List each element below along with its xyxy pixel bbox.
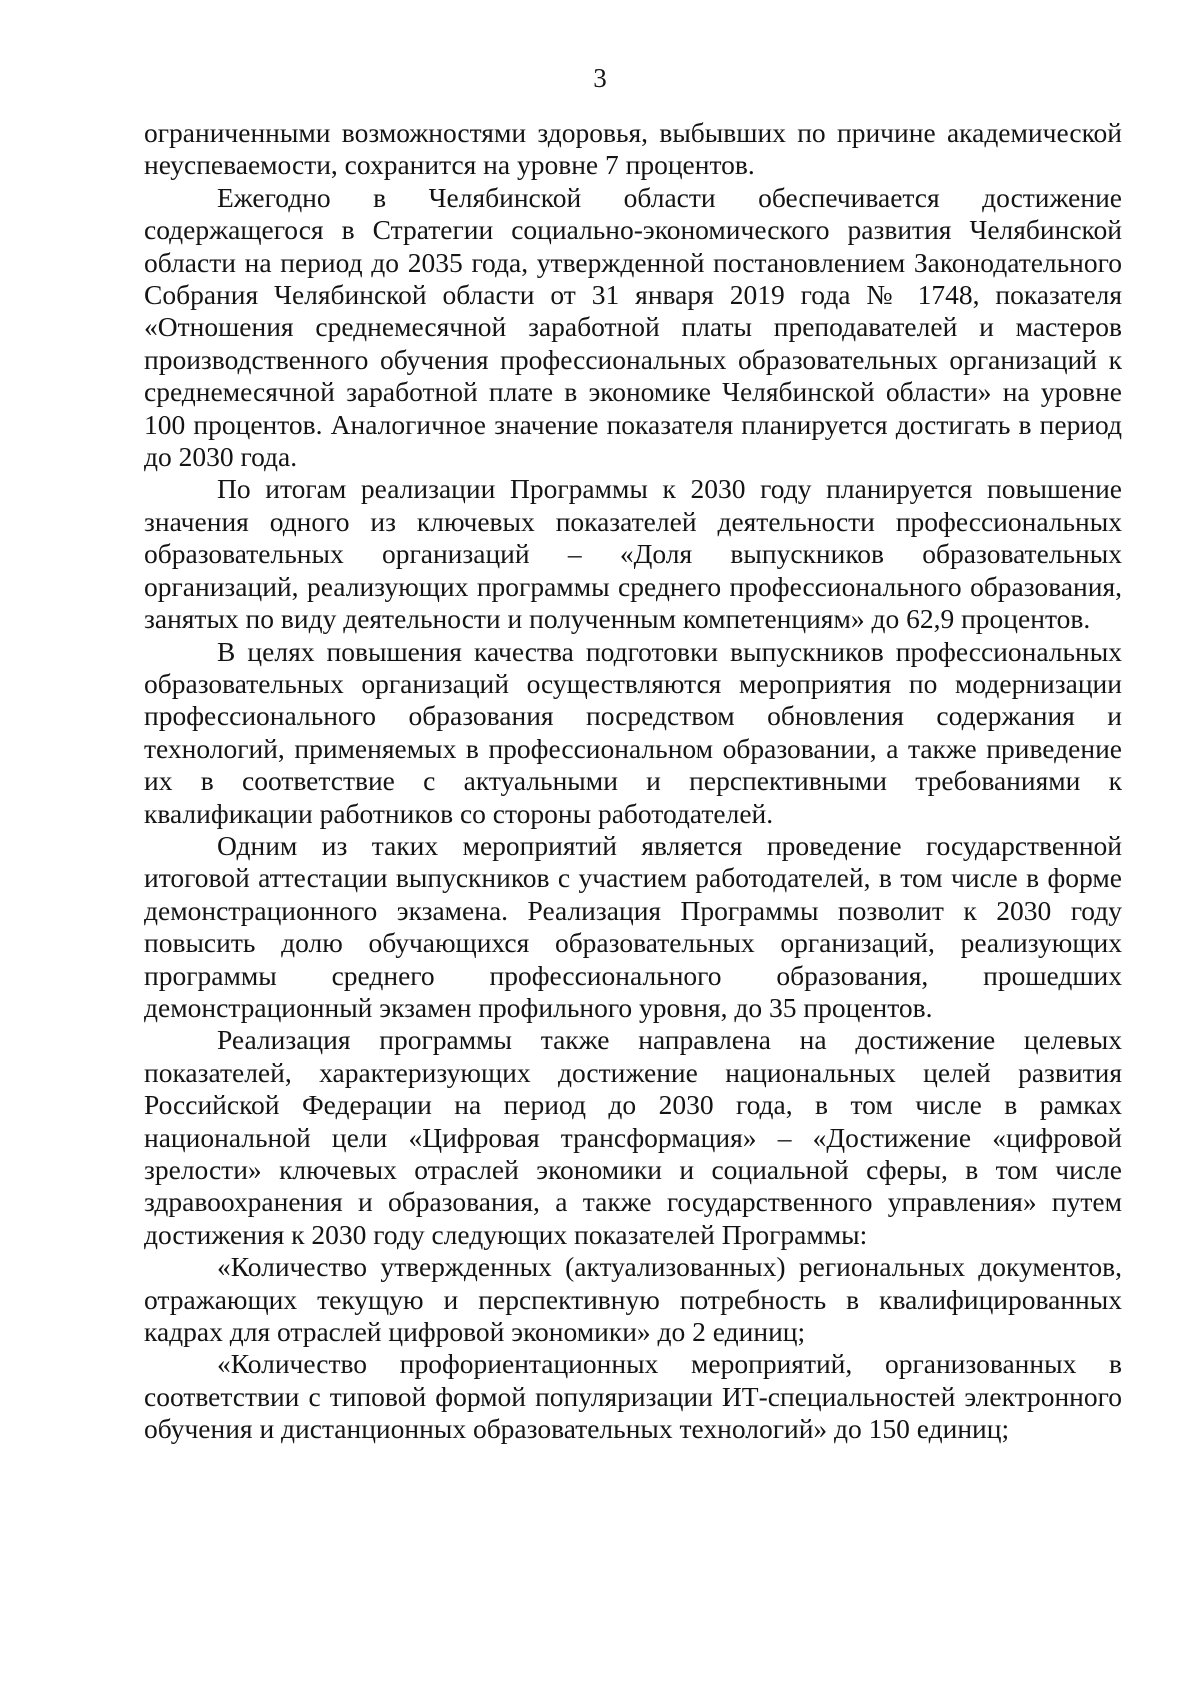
paragraph-7: «Количество утвержденных (актуализованных) региональных документов, отражающих текущую и перспективную потребность в квалифицированных кадрах для отраслей цифровой экономики» до 2 единиц; xyxy=(144,1251,1122,1348)
paragraph-2: Ежегодно в Челябинской области обеспечивается достижение содержащегося в Стратегии социально-экономического развития Челябинской области на период до 2035 года, утвержденной постановлением Законодательного Собрания Челябинской области от 31 января 2019 года № 1748, показателя «Отношения среднемесячной заработной платы преподавателей и мастеров производственного обучения профессиональных образовательных организаций к среднемесячной заработной плате в экономике Челябинской области» на уровне 100 процентов. Аналогичное значение показателя планируется достигать в период до 2030 года. xyxy=(144,181,1122,473)
paragraph-3: По итогам реализации Программы к 2030 году планируется повышение значения одного из ключевых показателей деятельности профессиональных образовательных организаций – «Доля выпускников образовательных организаций, реализующих программы среднего профессионального образования, занятых по виду деятельности и полученным компетенциям» до 62,9 процентов. xyxy=(144,473,1122,635)
page-number: 3 xyxy=(593,63,607,93)
paragraph-1: ограниченными возможностями здоровья, выбывших по причине академической неуспеваемости, сохранится на уровне 7 процентов. xyxy=(144,117,1122,181)
paragraph-4: В целях повышения качества подготовки выпускников профессиональных образовательных организаций осуществляются мероприятия по модернизации профессионального образования посредством обновления содержания и технологий, применяемых в профессиональном образовании, а также приведение их в соответствие с актуальными и перспективными требованиями к квалификации работников со стороны работодателей. xyxy=(144,635,1122,829)
paragraph-8: «Количество профориентационных мероприятий, организованных в соответствии с типовой формой популяризации ИТ-специальностей электронного обучения и дистанционных образовательных технологий» до 150 единиц; xyxy=(144,1348,1122,1445)
document-body xyxy=(144,117,1122,1446)
paragraph-6: Реализация программы также направлена на достижение целевых показателей, характеризующих достижение национальных целей развития Российской Федерации на период до 2030 года, в том числе в рамках национальной цели «Цифровая трансформация» – «Достижение «цифровой зрелости» ключевых отраслей экономики и социальной сферы, в том числе здравоохранения и образования, а также государственного управления» путем достижения к 2030 году следующих показателей Программы: xyxy=(144,1024,1122,1250)
paragraph-5: Одним из таких мероприятий является проведение государственной итоговой аттестации выпускников с участием работодателей, в том числе в форме демонстрационного экзамена. Реализация Программы позволит к 2030 году повысить долю обучающихся образовательных организаций, реализующих программы среднего профессионального образования, прошедших демонстрационный экзамен профильного уровня, до 35 процентов. xyxy=(144,829,1122,1023)
